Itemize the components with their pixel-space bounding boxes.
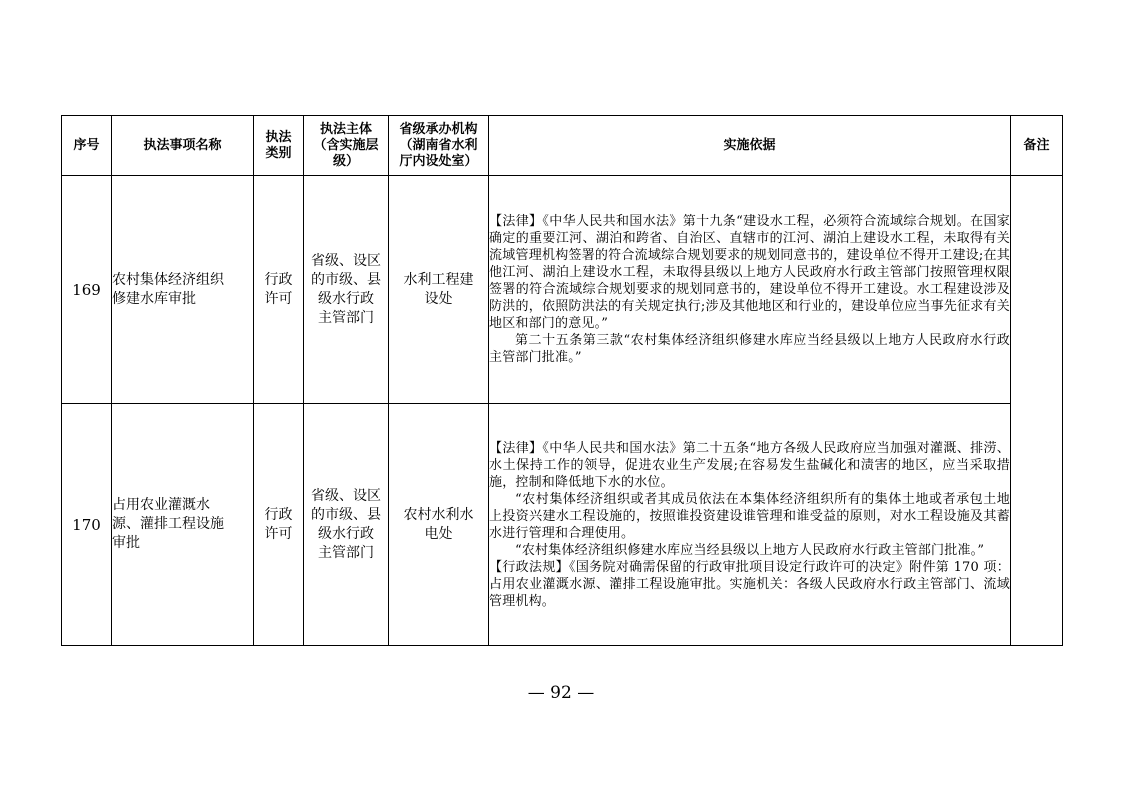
basis-paragraph: 第二十五条第三款“农村集体经济组织修建水库应当经县级以上地方人民政府水行政主管部门批准。” bbox=[489, 333, 1010, 365]
row-number: 170 bbox=[62, 404, 112, 646]
table-header-row bbox=[62, 116, 1063, 176]
table-row bbox=[62, 176, 1063, 404]
item-agency: 农村水利水 电处 bbox=[389, 404, 489, 646]
basis-paragraph: 【法律】《中华人民共和国水法》第十九条“建设水工程，必须符合流域综合规划。在国家确定的重要江河、湖泊和跨省、自治区、直辖市的江河、湖泊上建设水工程，未取得有关流域管理机构签署的符合流域综合规划要求的规划同意书的，建设单位不得开工建设;在其他江河、湖泊上建设水工程，未取得县级以上地方人民政府水行政主管部门按照管理权限签署的符合流域综合规划要求的规划同意书的，建设单位不得开工建设。水工程建设涉及防洪的，依照防洪法的有关规定执行;涉及其他地区和行业的，建设单位应当事先征求有关地区和部门的意见。” bbox=[489, 214, 1010, 331]
header-item-name: 执法事项名称 bbox=[112, 116, 254, 176]
item-basis bbox=[489, 404, 1011, 646]
page-number: — 92 — bbox=[527, 683, 595, 703]
header-no: 序号 bbox=[62, 116, 112, 176]
header-basis: 实施依据 bbox=[489, 116, 1011, 176]
header-category: 执法 类别 bbox=[254, 116, 304, 176]
basis-paragraph: “农村集体经济组织或者其成员依法在本集体经济组织所有的集体土地或者承包土地上投资兴建水工程设施的，按照谁投资建设谁管理和谁受益的原则，对水工程设施及其蓄水进行管理和合理使用。 bbox=[489, 491, 1010, 541]
header-remark: 备注 bbox=[1011, 116, 1063, 176]
basis-paragraph: 【法律】《中华人民共和国水法》第二十五条“地方各级人民政府应当加强对灌溉、排涝、水土保持工作的领导，促进农业生产发展;在容易发生盐碱化和渍害的地区，应当采取措施，控制和降低地下水的水位。 bbox=[489, 440, 1010, 490]
item-basis bbox=[489, 176, 1011, 404]
header-agency: 省级承办机构 （湖南省水利 厅内设处室） bbox=[389, 116, 489, 176]
item-subject: 省级、设区 的市级、县 级水行政 主管部门 bbox=[304, 176, 389, 404]
row-number: 169 bbox=[62, 176, 112, 404]
header-subject: 执法主体 （含实施层 级） bbox=[304, 116, 389, 176]
basis-paragraph: 【行政法规】《国务院对确需保留的行政审批项目设定行政许可的决定》附件第 170 项：占用农业灌溉水源、灌排工程设施审批。实施机关：各级人民政府水行政主管部门、流域管理机构。 bbox=[489, 559, 1010, 609]
item-category: 行政 许可 bbox=[254, 404, 304, 646]
item-name: 占用农业灌溉水 源、灌排工程设施 审批 bbox=[112, 404, 254, 646]
table-row bbox=[62, 404, 1063, 646]
item-remark bbox=[1011, 176, 1063, 646]
item-category: 行政 许可 bbox=[254, 176, 304, 404]
item-subject: 省级、设区 的市级、县 级水行政 主管部门 bbox=[304, 404, 389, 646]
item-agency: 水利工程建 设处 bbox=[389, 176, 489, 404]
basis-paragraph: “农村集体经济组织修建水库应当经县级以上地方人民政府水行政主管部门批准。” bbox=[515, 542, 985, 558]
item-name: 农村集体经济组织 修建水库审批 bbox=[112, 176, 254, 404]
enforcement-items-table bbox=[61, 115, 1063, 646]
